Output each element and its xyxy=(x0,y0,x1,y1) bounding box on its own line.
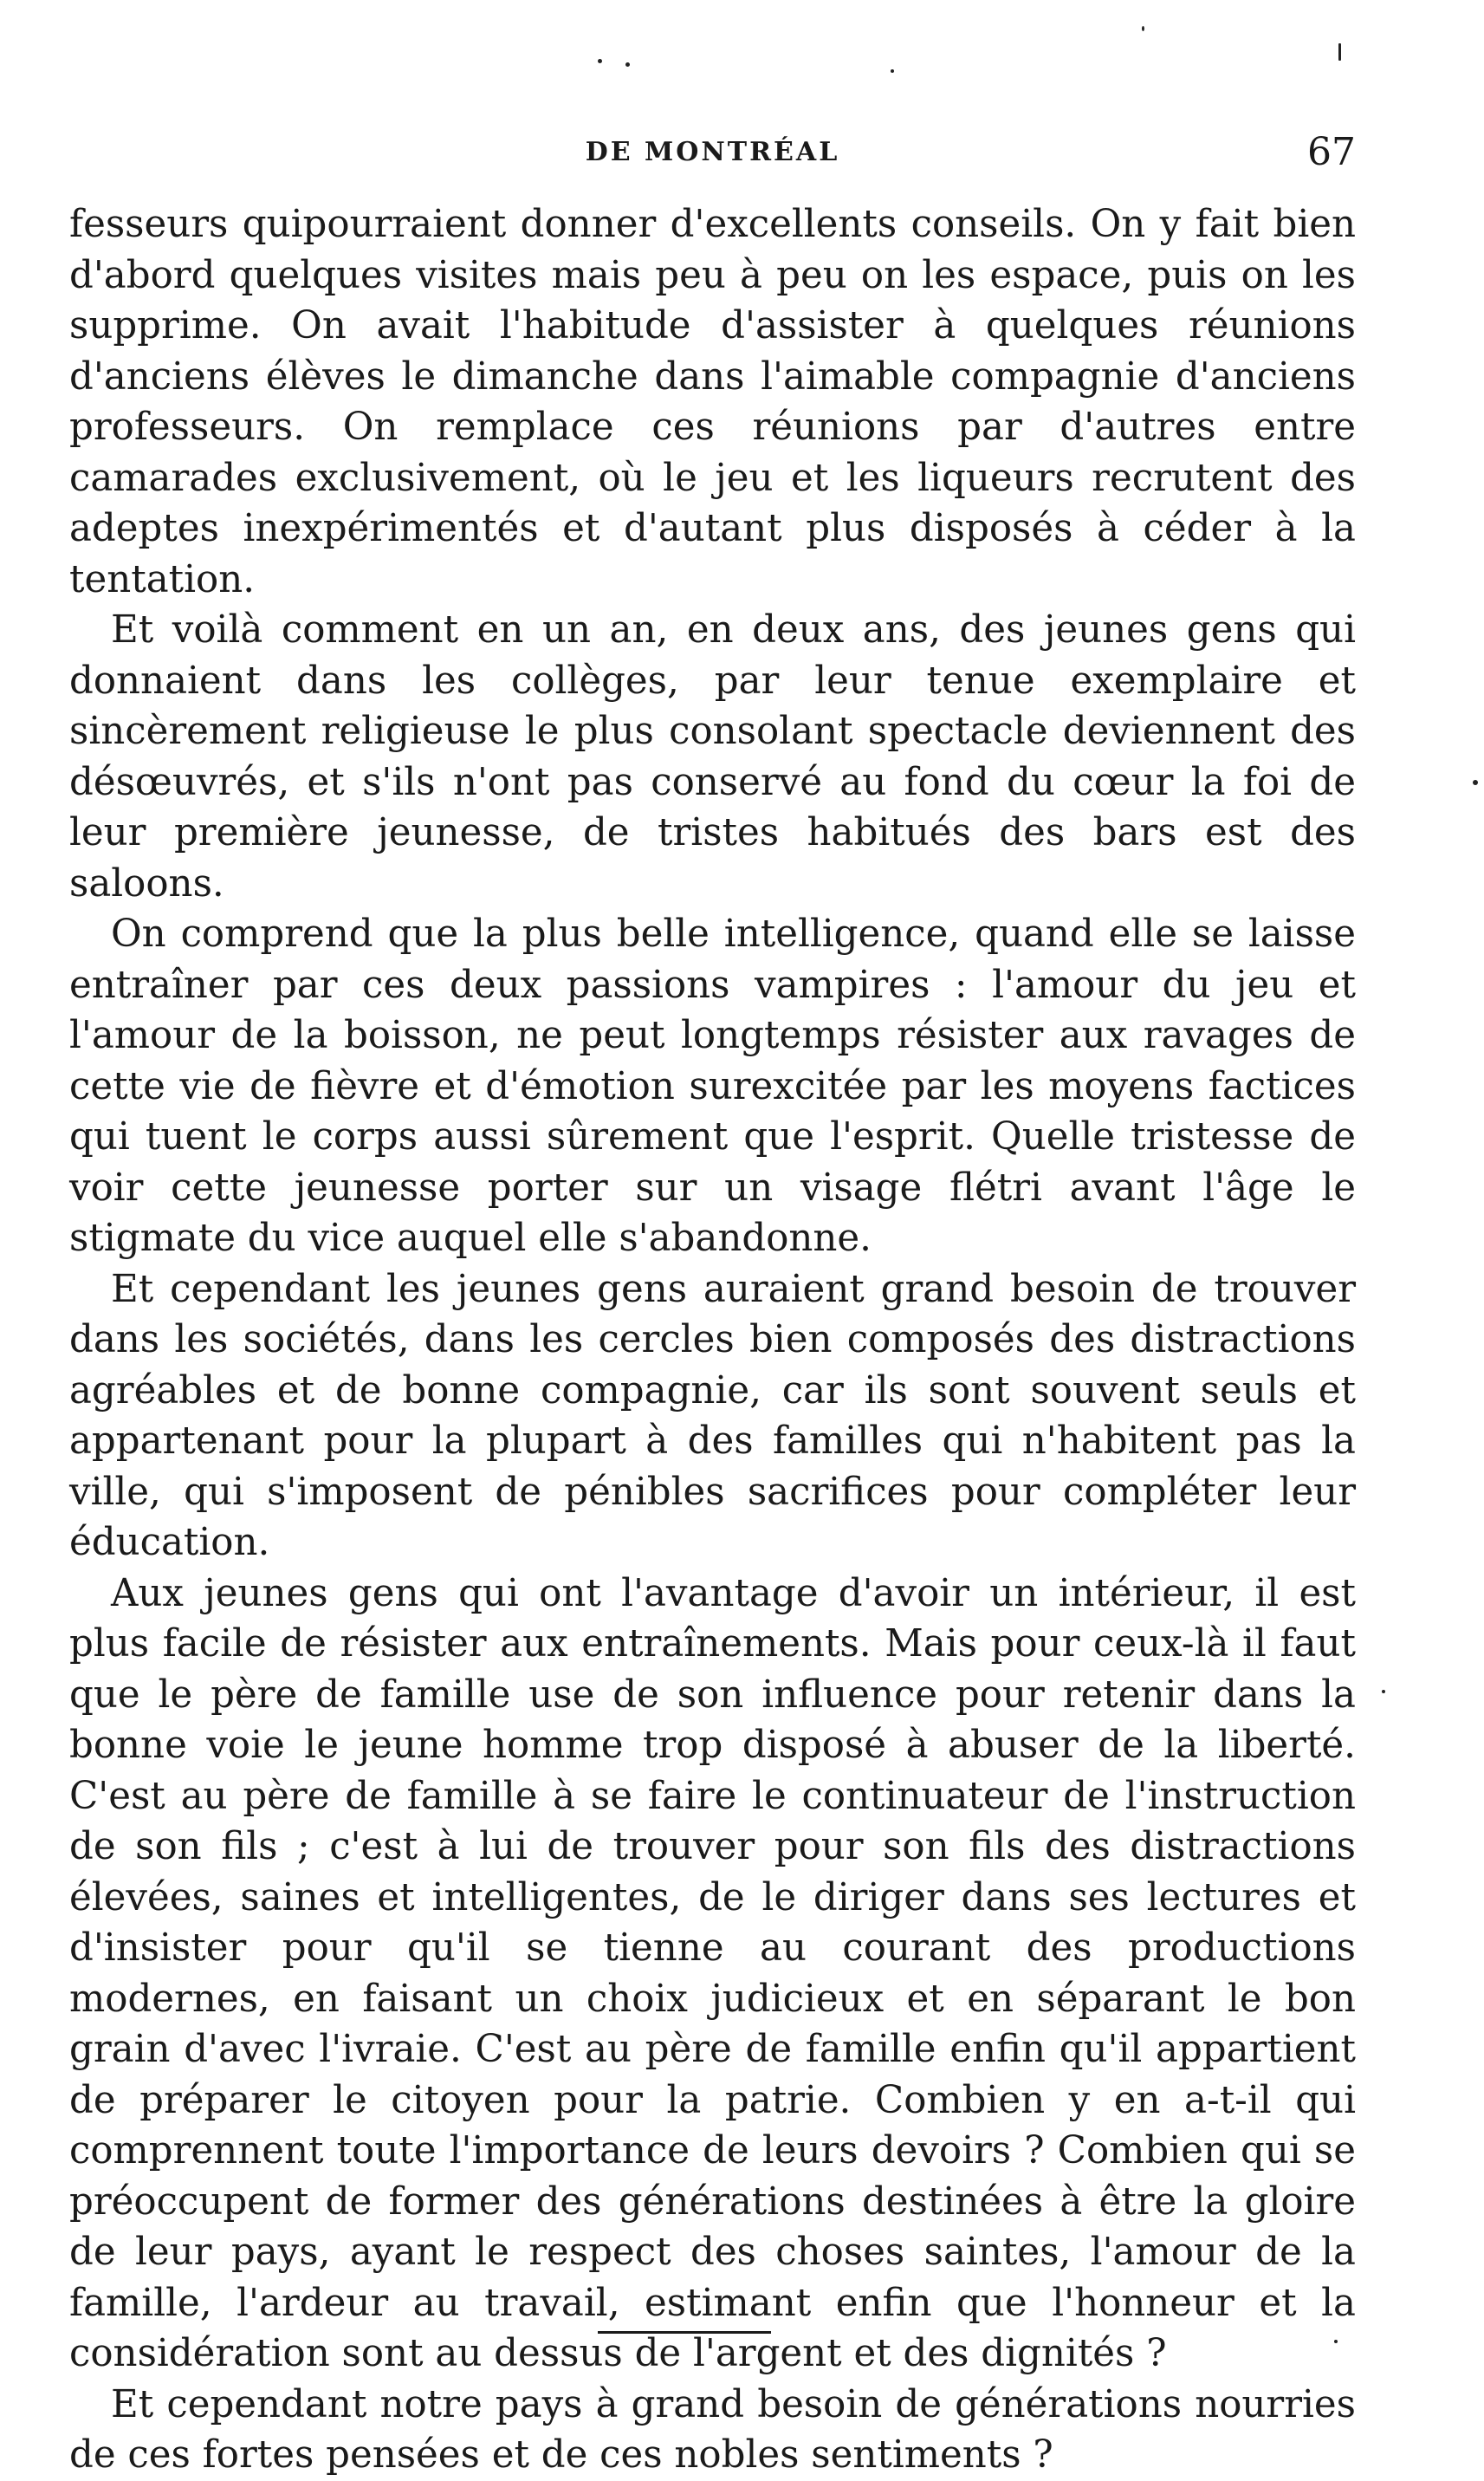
paragraph-continuation: fesseurs quipourraient donner d'excellents conseils. On y fait bien d'abord quelques visites mais peu à peu on les espace, puis on les supprime. On avait l'habitude d'assister à quelques réunions d'anciens élèves le dimanche dans l'aimable compagnie d'anciens professeurs. On remplace ces réunions par d'autres entre camarades exclusivement, où le jeu et les liqueurs recrutent des adeptes inexpérimentés et d'autant plus disposés à céder à la tentation. xyxy=(69,203,1356,601)
scan-speck xyxy=(1473,780,1478,785)
end-rule xyxy=(598,2331,771,2334)
scan-speck xyxy=(891,69,894,73)
running-title: DE MONTRÉAL xyxy=(585,137,840,167)
scan-speck xyxy=(1334,2340,1338,2343)
paragraph: Et cependant les jeunes gens auraient grand besoin de trouver dans les sociétés, dans les cercles bien composés des distractions agréables et de bonne compagnie, car ils sont souvent seuls et appartenant pour la plupart à des familles qui n'habitent pas la ville, qui s'imposent de pénibles sacrifices pour compléter leur éducation. xyxy=(69,1267,1356,1564)
scan-speck xyxy=(1338,43,1341,61)
page-header xyxy=(69,130,1356,182)
body-text xyxy=(69,199,1356,2481)
scan-speck xyxy=(1382,1690,1385,1693)
scan-speck xyxy=(625,62,630,67)
paragraph: Aux jeunes gens qui ont l'avantage d'avoir un intérieur, il est plus facile de résister aux entraînements. Mais pour ceux-là il faut que le père de famille use de son influence pour retenir dans la bonne voie le jeune homme trop disposé à abuser de la liberté. C'est au père de famille à se faire le continuateur de l'instruction de son fils ; c'est à lui de trouver pour son fils des distractions élevées, saines et intelligentes, de le diriger dans ses lectures et d'insister pour qu'il se tienne au courant des productions modernes, en faisant un choix judicieux et en séparant le bon grain d'avec l'ivraie. C'est au père de famille enfin qu'il appartient de préparer le citoyen pour la patrie. Combien y en a-t-il qui comprennent toute l'importance de leurs devoirs ? Combien qui se préoccupent de former des générations destinées à être la gloire de leur pays, ayant le respect des choses saintes, l'amour de la famille, l'ardeur au travail, estimant enfin que l'honneur et la considération sont au dessus de l'argent et des dignités ? xyxy=(69,1571,1356,2375)
scan-speck xyxy=(598,59,602,63)
paragraph: Et cependant notre pays à grand besoin de générations nourries de ces fortes pensées et de ces nobles sentiments ? xyxy=(69,2382,1356,2477)
page-number: 67 xyxy=(1307,130,1356,174)
scan-speck xyxy=(1142,26,1144,31)
paragraph: On comprend que la plus belle intelligence, quand elle se laisse entraîner par ces deux passions vampires : l'amour du jeu et l'amour de la boisson, ne peut longtemps résister aux ravages de cette vie de fièvre et d'émotion surexcitée par les moyens factices qui tuent le corps aussi sûrement que l'esprit. Quelle tristesse de voir cette jeunesse porter sur un visage flétri avant l'âge le stigmate du vice auquel elle s'abandonne. xyxy=(69,913,1356,1260)
paragraph: Et voilà comment en un an, en deux ans, des jeunes gens qui donnaient dans les collèges, par leur tenue exemplaire et sincèrement religieuse le plus consolant spectacle deviennent des désœuvrés, et s'ils n'ont pas conservé au fond du cœur la foi de leur première jeunesse, de tristes habitués des bars est des saloons. xyxy=(69,608,1356,906)
